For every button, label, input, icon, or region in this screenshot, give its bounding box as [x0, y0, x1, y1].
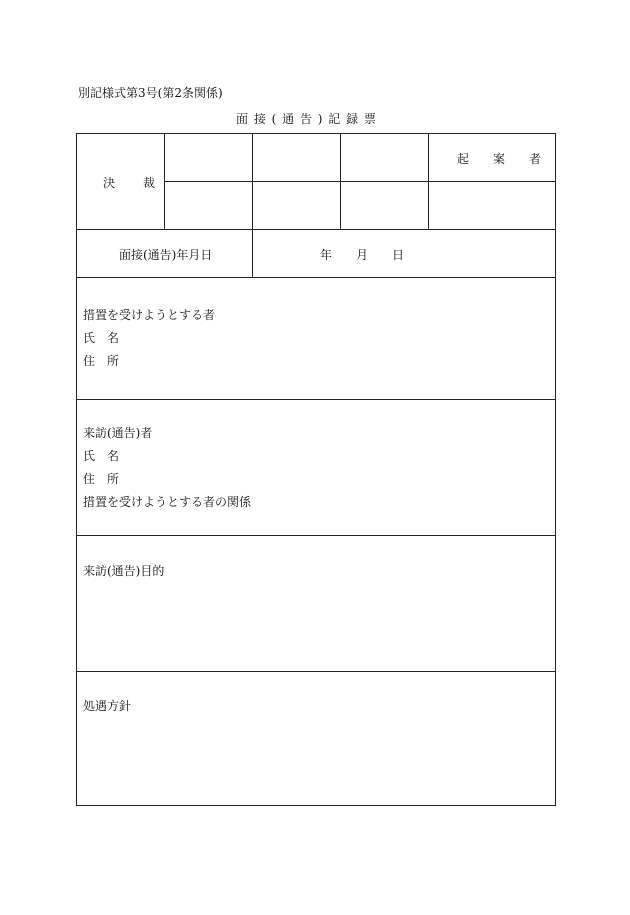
- approval-slot[interactable]: [341, 182, 427, 228]
- approval-label: 決 裁: [103, 176, 164, 190]
- date-label: 面接(通告)年月日: [119, 248, 213, 262]
- date-bottom-border: [77, 277, 555, 278]
- policy-heading: 処遇方針: [83, 699, 132, 713]
- subject-bottom-border: [77, 399, 555, 400]
- visitor-address-label: 住 所: [83, 472, 120, 486]
- drafter-label: 起 案 者: [457, 152, 542, 166]
- record-form-grid: [76, 133, 556, 806]
- date-value[interactable]: 年 月 日: [320, 248, 405, 262]
- approval-bottom-border: [77, 229, 555, 230]
- subject-entry-area[interactable]: [117, 327, 547, 387]
- purpose-heading: 来訪(通告)目的: [83, 564, 165, 578]
- subject-name-label: 氏 名: [83, 331, 120, 345]
- document-title: 面 接 ( 通 告 ) 記 録 票: [236, 112, 377, 126]
- policy-entry-area[interactable]: [83, 720, 549, 800]
- visitor-relation-label: 措置を受けようとする者の関係: [83, 495, 252, 509]
- purpose-entry-area[interactable]: [83, 586, 549, 666]
- approval-slot[interactable]: [165, 182, 251, 228]
- visitor-name-label: 氏 名: [83, 449, 120, 463]
- visitor-heading: 来訪(通告)者: [83, 426, 153, 440]
- subject-address-label: 住 所: [83, 354, 120, 368]
- form-number: 別記様式第3号(第2条関係): [78, 86, 223, 100]
- approval-slot[interactable]: [341, 135, 427, 180]
- approval-slot[interactable]: [165, 135, 251, 180]
- approval-slot[interactable]: [253, 182, 339, 228]
- approval-slot[interactable]: [253, 135, 339, 180]
- purpose-bottom-border: [77, 671, 555, 672]
- drafter-slot[interactable]: [429, 182, 555, 228]
- visitor-entry-area[interactable]: [117, 445, 547, 525]
- subject-heading: 措置を受けようとする者: [83, 308, 216, 322]
- visitor-bottom-border: [77, 535, 555, 536]
